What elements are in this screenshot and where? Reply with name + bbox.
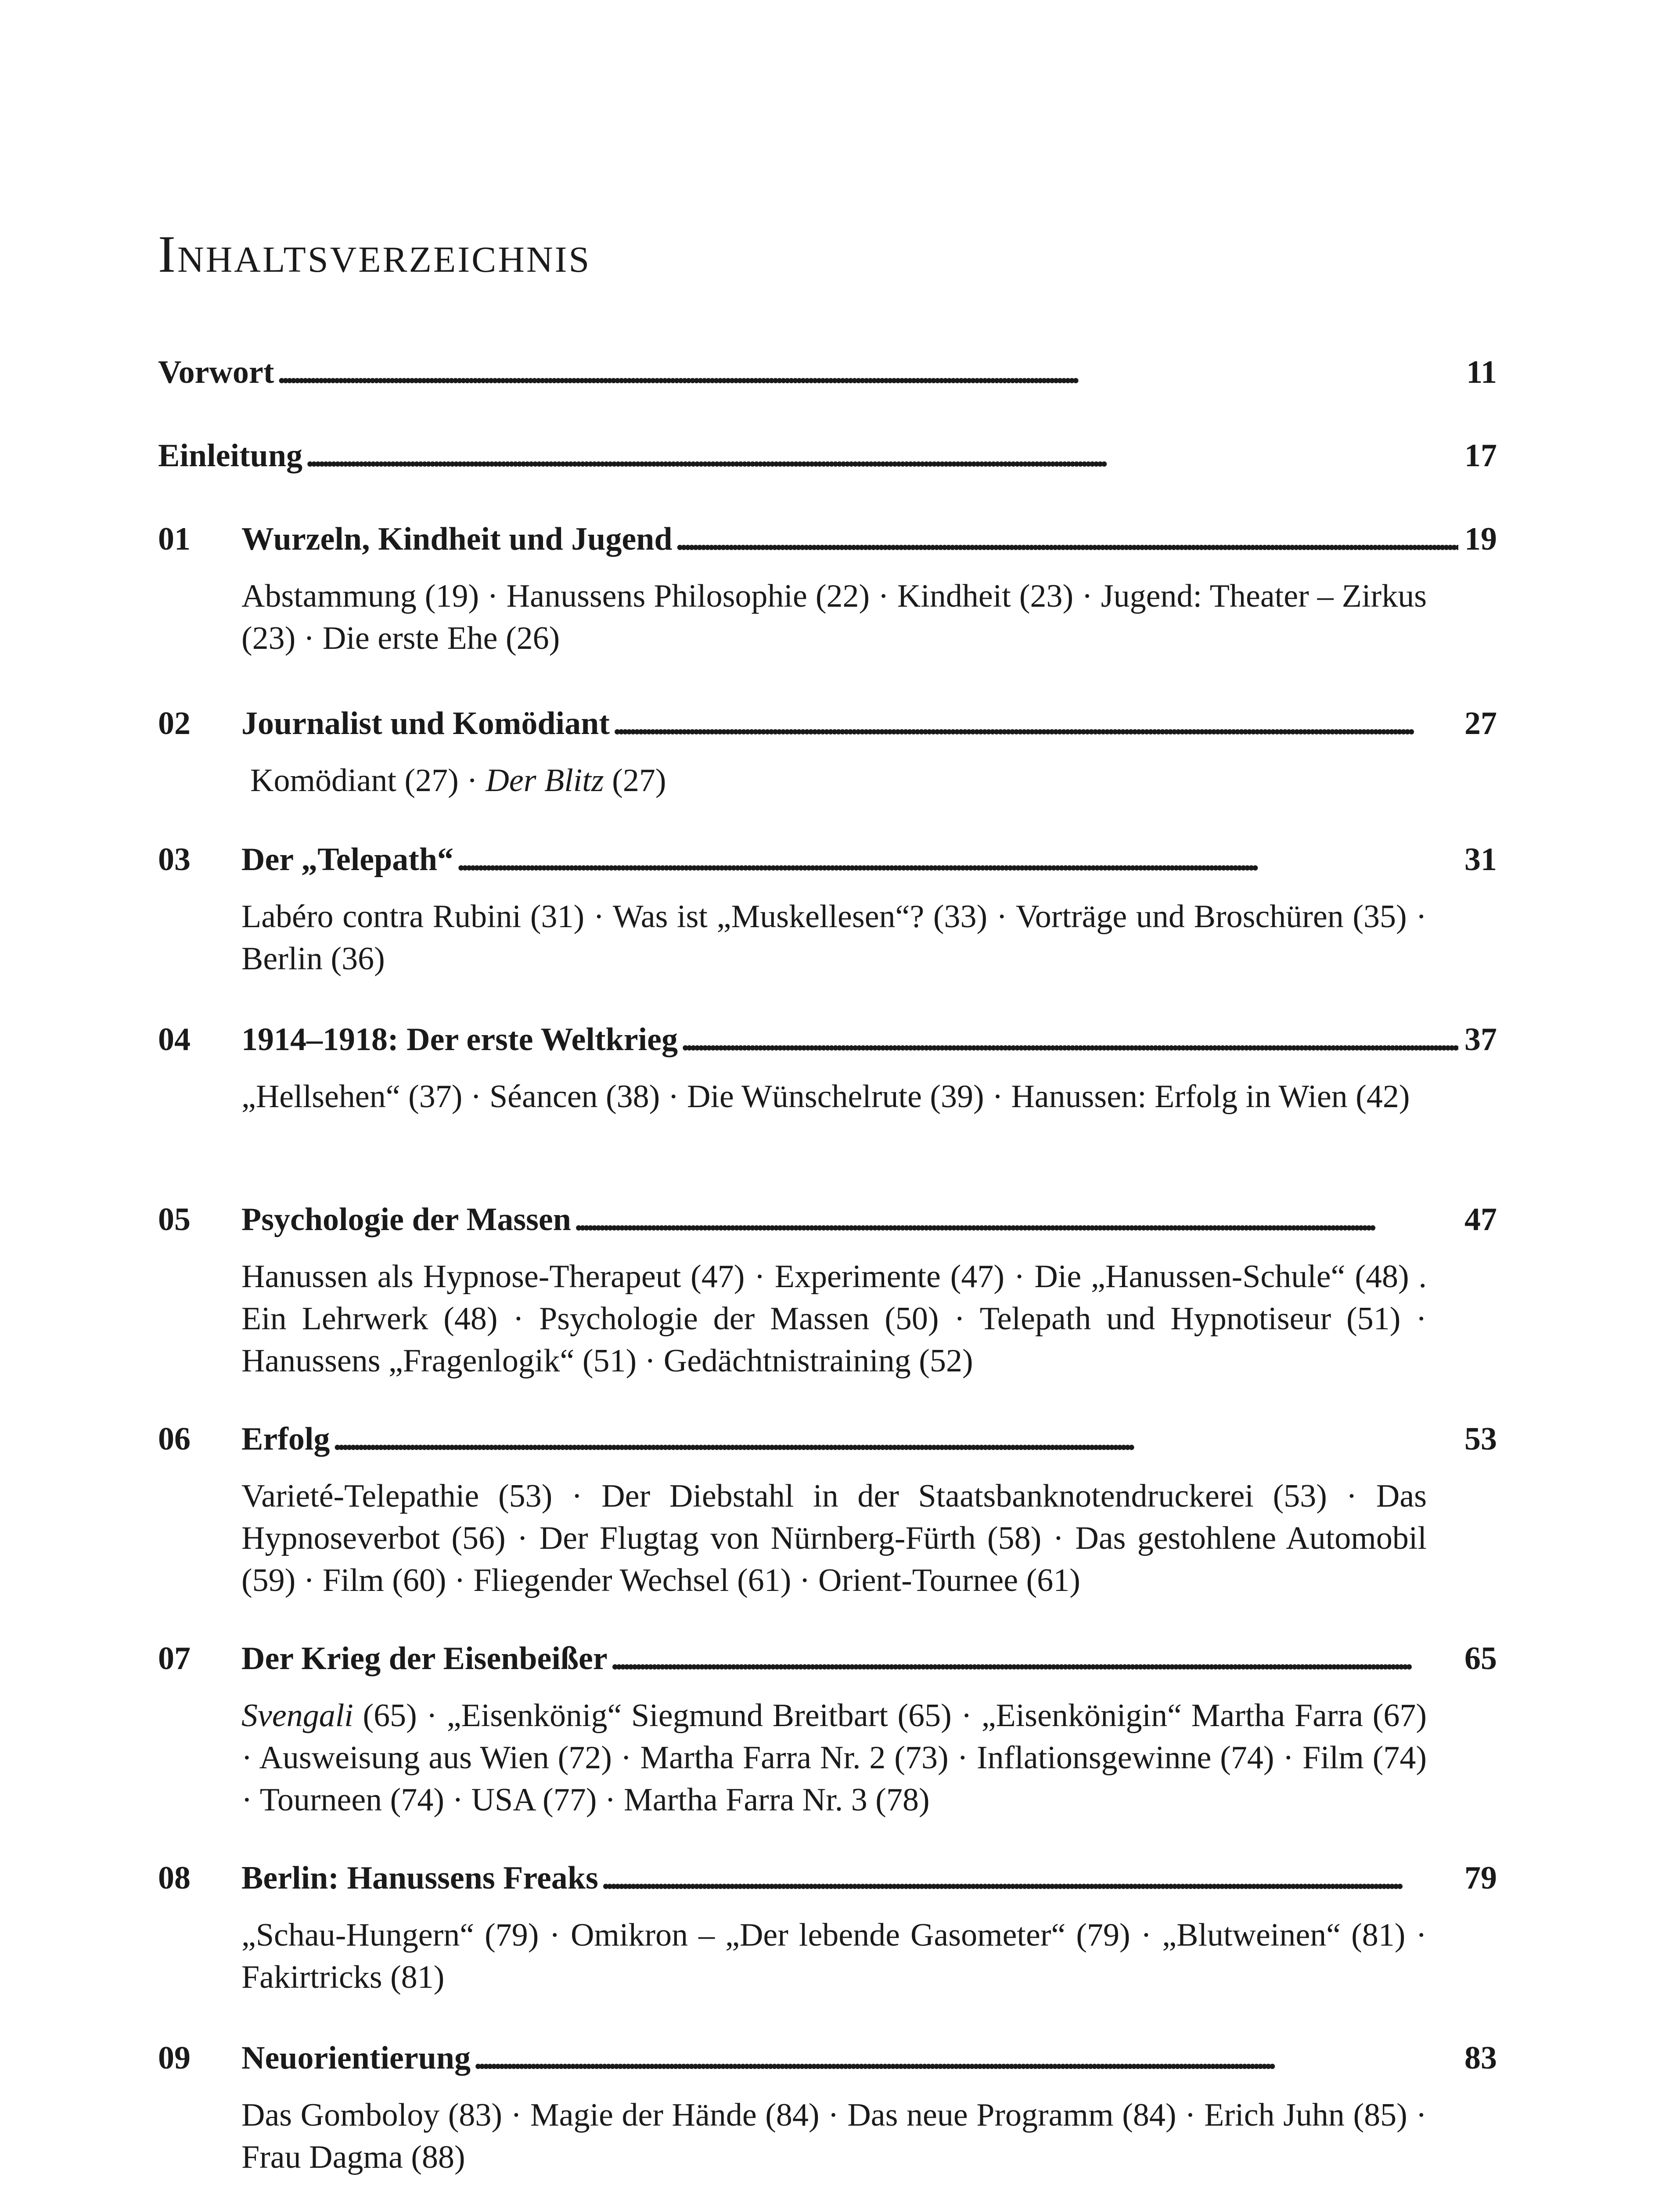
toc-entry-01 bbox=[158, 518, 1497, 659]
chapter-number: 04 bbox=[158, 1022, 191, 1058]
toc-entry-05 bbox=[158, 1198, 1497, 1382]
toc-entry-04 bbox=[158, 1018, 1497, 1118]
entry-line bbox=[158, 435, 1497, 477]
toc-entry-07 bbox=[158, 1637, 1497, 1821]
entry-title: 1914–1918: Der erste Weltkrieg bbox=[241, 1022, 678, 1058]
entry-line bbox=[158, 2037, 1497, 2079]
dot-leader bbox=[575, 1198, 1458, 1241]
dot-leader bbox=[457, 838, 1458, 881]
entry-subsections: Hanussen als Hypnose-Therapeut (47) · Experimente (47) · Die „Hanussen-Schule“ (48) . Ein Lehrwerk (48) · Psychologie der Massen (50) · Telepath und Hypnotiseur (51) · Hanussens „Fragenlogik“ (51) · Gedächtnistraining (52) bbox=[241, 1259, 1427, 1379]
entry-page: 79 bbox=[1464, 1860, 1497, 1896]
toc-heading: Inhaltsverzeichnis bbox=[158, 225, 591, 283]
entry-line bbox=[158, 1637, 1497, 1680]
chapter-number: 09 bbox=[158, 2040, 191, 2076]
subsection-italic: Svengali bbox=[241, 1698, 353, 1734]
dot-leader bbox=[602, 1857, 1458, 1899]
entry-subsections: Abstammung (19) · Hanussens Philosophie (22) · Kindheit (23) · Jugend: Theater – Zirkus (23) · Die erste Ehe (26) bbox=[241, 578, 1427, 656]
chapter-number: 08 bbox=[158, 1860, 191, 1896]
entry-subsections: „Hellsehen“ (37) · Séancen (38) · Die Wünschelrute (39) · Hanussen: Erfolg in Wien (42) bbox=[241, 1079, 1410, 1115]
entry-subsections: „Schau-Hungern“ (79) · Omikron – „Der lebende Gasometer“ (79) · „Blutweinen“ (81) · Fakirtricks (81) bbox=[241, 1917, 1427, 1995]
toc-entry-03 bbox=[158, 838, 1497, 980]
entry-page: 11 bbox=[1466, 354, 1497, 390]
entry-title: Wurzeln, Kindheit und Jugend bbox=[241, 521, 673, 557]
entry-page: 19 bbox=[1464, 521, 1497, 557]
entry-subsections: Varieté-Telepathie (53) · Der Diebstahl in der Staatsbanknotendruckerei (53) · Das Hypnoseverbot (56) · Der Flugtag von Nürnberg-Fürth (58) · Das gestohlene Automobil (59) · Film (60) · Fliegender Wechsel (61) · Orient-Tournee (61) bbox=[241, 1478, 1427, 1598]
entry-page: 53 bbox=[1464, 1421, 1497, 1457]
entry-title: Der Krieg der Eisenbeißer bbox=[241, 1641, 608, 1677]
entry-title: Einleitung bbox=[158, 438, 302, 474]
entry-line bbox=[158, 702, 1497, 745]
entry-page: 65 bbox=[1464, 1641, 1497, 1677]
subsection-text: (65) · „Eisenkönig“ Siegmund Breitbart (65) · „Eisenkönigin“ Martha Farra (67) · Ausweisung aus Wien (72) · Martha Farra Nr. 2 (73) · Inflationsgewinne (74) · Film (74) · Tourneen (74) · USA (77) · Martha Farra Nr. 3 (78) bbox=[241, 1698, 1427, 1818]
dot-leader bbox=[474, 2037, 1458, 2079]
toc-entry-einleitung bbox=[158, 435, 1497, 477]
toc-entry-09 bbox=[158, 2037, 1497, 2178]
entry-line bbox=[158, 1857, 1497, 1899]
entry-title: Berlin: Hanussens Freaks bbox=[241, 1860, 598, 1896]
chapter-number: 01 bbox=[158, 521, 191, 557]
subsection-italic: Der Blitz bbox=[486, 763, 604, 799]
entry-title: Erfolg bbox=[241, 1421, 330, 1457]
entry-page: 47 bbox=[1464, 1202, 1497, 1238]
chapter-number: 06 bbox=[158, 1421, 191, 1457]
entry-subsections bbox=[241, 759, 1435, 802]
dot-leader bbox=[613, 702, 1458, 745]
entry-title: Vorwort bbox=[158, 354, 274, 390]
entry-subsections: Labéro contra Rubini (31) · Was ist „Muskellesen“? (33) · Vorträge und Broschüren (35) · Berlin (36) bbox=[241, 899, 1427, 977]
entry-line bbox=[158, 1018, 1497, 1061]
entry-page: 27 bbox=[1464, 705, 1497, 741]
entry-line bbox=[158, 351, 1497, 393]
subsection-text: Komödiant (27) · bbox=[250, 763, 486, 799]
entry-page: 83 bbox=[1464, 2040, 1497, 2076]
dot-leader bbox=[306, 435, 1458, 477]
entry-page: 17 bbox=[1464, 438, 1497, 474]
chapter-number: 05 bbox=[158, 1202, 191, 1238]
toc-entry-02 bbox=[158, 702, 1497, 802]
entry-line bbox=[158, 1418, 1497, 1460]
chapter-number: 07 bbox=[158, 1641, 191, 1677]
chapter-number: 02 bbox=[158, 705, 191, 741]
entry-title: Psychologie der Massen bbox=[241, 1202, 571, 1238]
entry-line bbox=[158, 1198, 1497, 1241]
dot-leader bbox=[676, 518, 1458, 560]
dot-leader bbox=[611, 1637, 1458, 1680]
entry-subsections bbox=[241, 1695, 1427, 1821]
toc-entry-06 bbox=[158, 1418, 1497, 1601]
dot-leader bbox=[333, 1418, 1458, 1460]
subsection-text: (27) bbox=[604, 763, 666, 799]
entry-subsections: Das Gomboloy (83) · Magie der Hände (84) · Das neue Programm (84) · Erich Juhn (85) · Frau Dagma (88) bbox=[241, 2097, 1427, 2175]
toc-page bbox=[158, 0, 1497, 2195]
dot-leader bbox=[277, 351, 1460, 393]
chapter-number: 03 bbox=[158, 842, 191, 878]
entry-page: 37 bbox=[1464, 1022, 1497, 1058]
toc-entry-08 bbox=[158, 1857, 1497, 1998]
toc-entry-vorwort bbox=[158, 351, 1497, 393]
entry-title: Der „Telepath“ bbox=[241, 842, 454, 878]
entry-title: Neuorientierung bbox=[241, 2040, 471, 2076]
entry-title: Journalist und Komödiant bbox=[241, 705, 610, 741]
entry-line bbox=[158, 518, 1497, 560]
entry-page: 31 bbox=[1464, 842, 1497, 878]
dot-leader bbox=[681, 1018, 1458, 1061]
entry-line bbox=[158, 838, 1497, 881]
